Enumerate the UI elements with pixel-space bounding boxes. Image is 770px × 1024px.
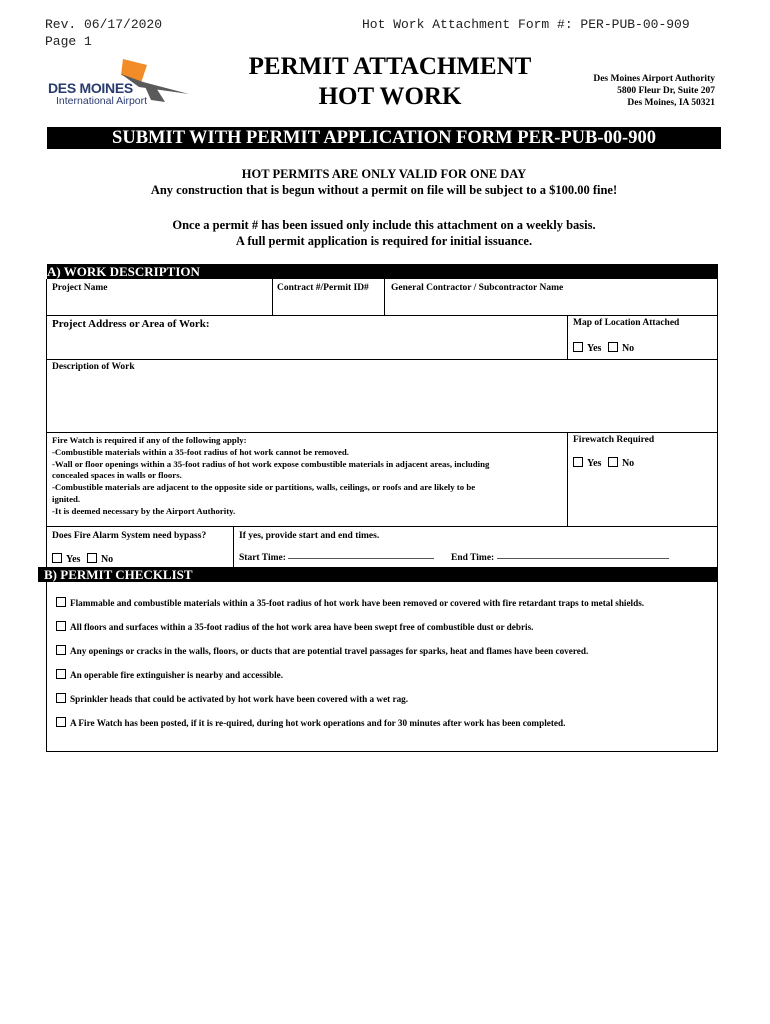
address-city: Des Moines, IA 50321 bbox=[627, 98, 715, 108]
page-number: Page 1 bbox=[45, 34, 92, 49]
alarm-bypass-label: Does Fire Alarm System need bypass? bbox=[52, 531, 207, 541]
checklist-item bbox=[56, 597, 716, 621]
firewatch-no-checkbox[interactable] bbox=[608, 457, 618, 467]
project-address-input[interactable] bbox=[48, 334, 565, 357]
section-a-title-text: A) WORK DESCRIPTION bbox=[47, 264, 200, 279]
description-label: Description of Work bbox=[52, 362, 135, 372]
checklist-item-text: Sprinkler heads that could be activated by hot work have been covered with a wet rag. bbox=[70, 694, 409, 704]
title-line1: PERMIT ATTACHMENT bbox=[248, 53, 532, 80]
bypass-times-label: If yes, provide start and end times. bbox=[239, 531, 380, 541]
firewatch-required-label: Firewatch Required bbox=[573, 435, 655, 445]
checklist-checkbox[interactable] bbox=[56, 597, 66, 607]
map-yes-label: Yes bbox=[587, 343, 602, 354]
checklist-item bbox=[56, 717, 716, 741]
section-b-title-text: B) PERMIT CHECKLIST bbox=[44, 567, 193, 582]
firewatch-title: Fire Watch is required if any of the following apply: bbox=[52, 435, 247, 445]
alarm-yes-checkbox[interactable] bbox=[52, 553, 62, 563]
map-no-checkbox[interactable] bbox=[608, 342, 618, 352]
end-time-input[interactable] bbox=[497, 558, 669, 559]
notice-initial: A full permit application is required for initial issuance. bbox=[235, 234, 533, 248]
map-yes-checkbox[interactable] bbox=[573, 342, 583, 352]
notice-valid-one-day: HOT PERMITS ARE ONLY VALID FOR ONE DAY bbox=[241, 167, 527, 181]
firewatch-item: -It is deemed necessary by the Airport Authority. bbox=[52, 505, 236, 516]
start-time-field bbox=[239, 553, 434, 563]
permit-checklist bbox=[56, 597, 716, 741]
checklist-checkbox[interactable] bbox=[56, 693, 66, 703]
logo-text-line2: International Airport bbox=[56, 95, 148, 107]
checklist-item bbox=[56, 621, 716, 645]
checklist-item bbox=[56, 693, 716, 717]
start-time-input[interactable] bbox=[288, 558, 434, 559]
notice-weekly: Once a permit # has been issued only include this attachment on a weekly basis. bbox=[172, 218, 596, 232]
alarm-no-checkbox[interactable] bbox=[87, 553, 97, 563]
firewatch-conditions bbox=[52, 435, 562, 518]
project-name-label: Project Name bbox=[52, 283, 108, 293]
section-b-title bbox=[38, 567, 718, 582]
firewatch-item: concealed spaces in walls or floors. bbox=[52, 470, 182, 481]
map-no-label: No bbox=[621, 343, 635, 354]
firewatch-no-label: No bbox=[621, 458, 635, 469]
address-org: Des Moines Airport Authority bbox=[593, 74, 715, 84]
contractor-label: General Contractor / Subcontractor Name bbox=[391, 283, 564, 293]
address-street: 5800 Fleur Dr, Suite 207 bbox=[617, 86, 715, 96]
alarm-yes-label: Yes bbox=[66, 554, 81, 565]
description-input[interactable] bbox=[48, 374, 716, 430]
checklist-item bbox=[56, 669, 716, 693]
firewatch-item: -Wall or floor openings within a 35-foot radius of hot work expose combustible materials in adjacent areas, including bbox=[52, 458, 490, 469]
form-number: Hot Work Attachment Form #: PER-PUB-00-909 bbox=[362, 17, 690, 32]
alarm-bypass-options bbox=[52, 553, 113, 565]
firewatch-required-options bbox=[573, 457, 634, 469]
submit-banner: SUBMIT WITH PERMIT APPLICATION FORM PER-PUB-00-900 bbox=[47, 127, 721, 149]
page-title bbox=[200, 52, 580, 112]
contract-id-input[interactable] bbox=[274, 294, 382, 313]
title-line2: HOT WORK bbox=[318, 83, 462, 110]
firewatch-item: -Combustible materials within a 35-foot radius of hot work cannot be removed. bbox=[52, 446, 349, 457]
start-time-label: Start Time: bbox=[239, 553, 286, 563]
checklist-checkbox[interactable] bbox=[56, 621, 66, 631]
firewatch-yes-label: Yes bbox=[587, 458, 602, 469]
checklist-checkbox[interactable] bbox=[56, 669, 66, 679]
revision-date: Rev. 06/17/2020 bbox=[45, 17, 163, 32]
checklist-item-text: All floors and surfaces within a 35-foot radius of the hot work area have been swept free of combustible dust or debris. bbox=[70, 622, 534, 632]
contractor-input[interactable] bbox=[386, 294, 716, 313]
authority-address bbox=[593, 73, 715, 109]
firewatch-item: -Combustible materials are adjacent to the opposite side or partitions, walls, ceilings, or roofs and are likely to be bbox=[52, 482, 476, 493]
checklist-checkbox[interactable] bbox=[56, 645, 66, 655]
map-attached-label: Map of Location Attached bbox=[573, 318, 680, 328]
end-time-field bbox=[451, 553, 669, 563]
checklist-item-text: Flammable and combustible materials within a 35-foot radius of hot work have been removed or covered with fire retardant traps to metal shields. bbox=[70, 598, 645, 608]
contract-id-label: Contract #/Permit ID# bbox=[277, 283, 369, 293]
logo-text-line1: DES MOINES bbox=[48, 80, 133, 96]
notice-fine: Any construction that is begun without a permit on file will be subject to a $100.00 fine! bbox=[150, 183, 618, 197]
checklist-checkbox[interactable] bbox=[56, 717, 66, 727]
map-attached-options bbox=[573, 342, 634, 354]
alarm-no-label: No bbox=[100, 554, 114, 565]
checklist-item bbox=[56, 645, 716, 669]
project-address-label: Project Address or Area of Work: bbox=[52, 318, 210, 330]
notices bbox=[47, 166, 721, 249]
end-time-label: End Time: bbox=[451, 553, 495, 563]
checklist-item-text: Any openings or cracks in the walls, floors, or ducts that are potential travel passages for sparks, heat and flames have been covered. bbox=[70, 646, 589, 656]
firewatch-yes-checkbox[interactable] bbox=[573, 457, 583, 467]
project-name-input[interactable] bbox=[48, 294, 270, 313]
firewatch-item: ignited. bbox=[52, 493, 81, 504]
checklist-item-text: A Fire Watch has been posted, if it is re-quired, during hot work operations and for 30 minutes after work has been completed. bbox=[70, 718, 566, 728]
checklist-item-text: An operable fire extinguisher is nearby and accessible. bbox=[70, 670, 284, 680]
